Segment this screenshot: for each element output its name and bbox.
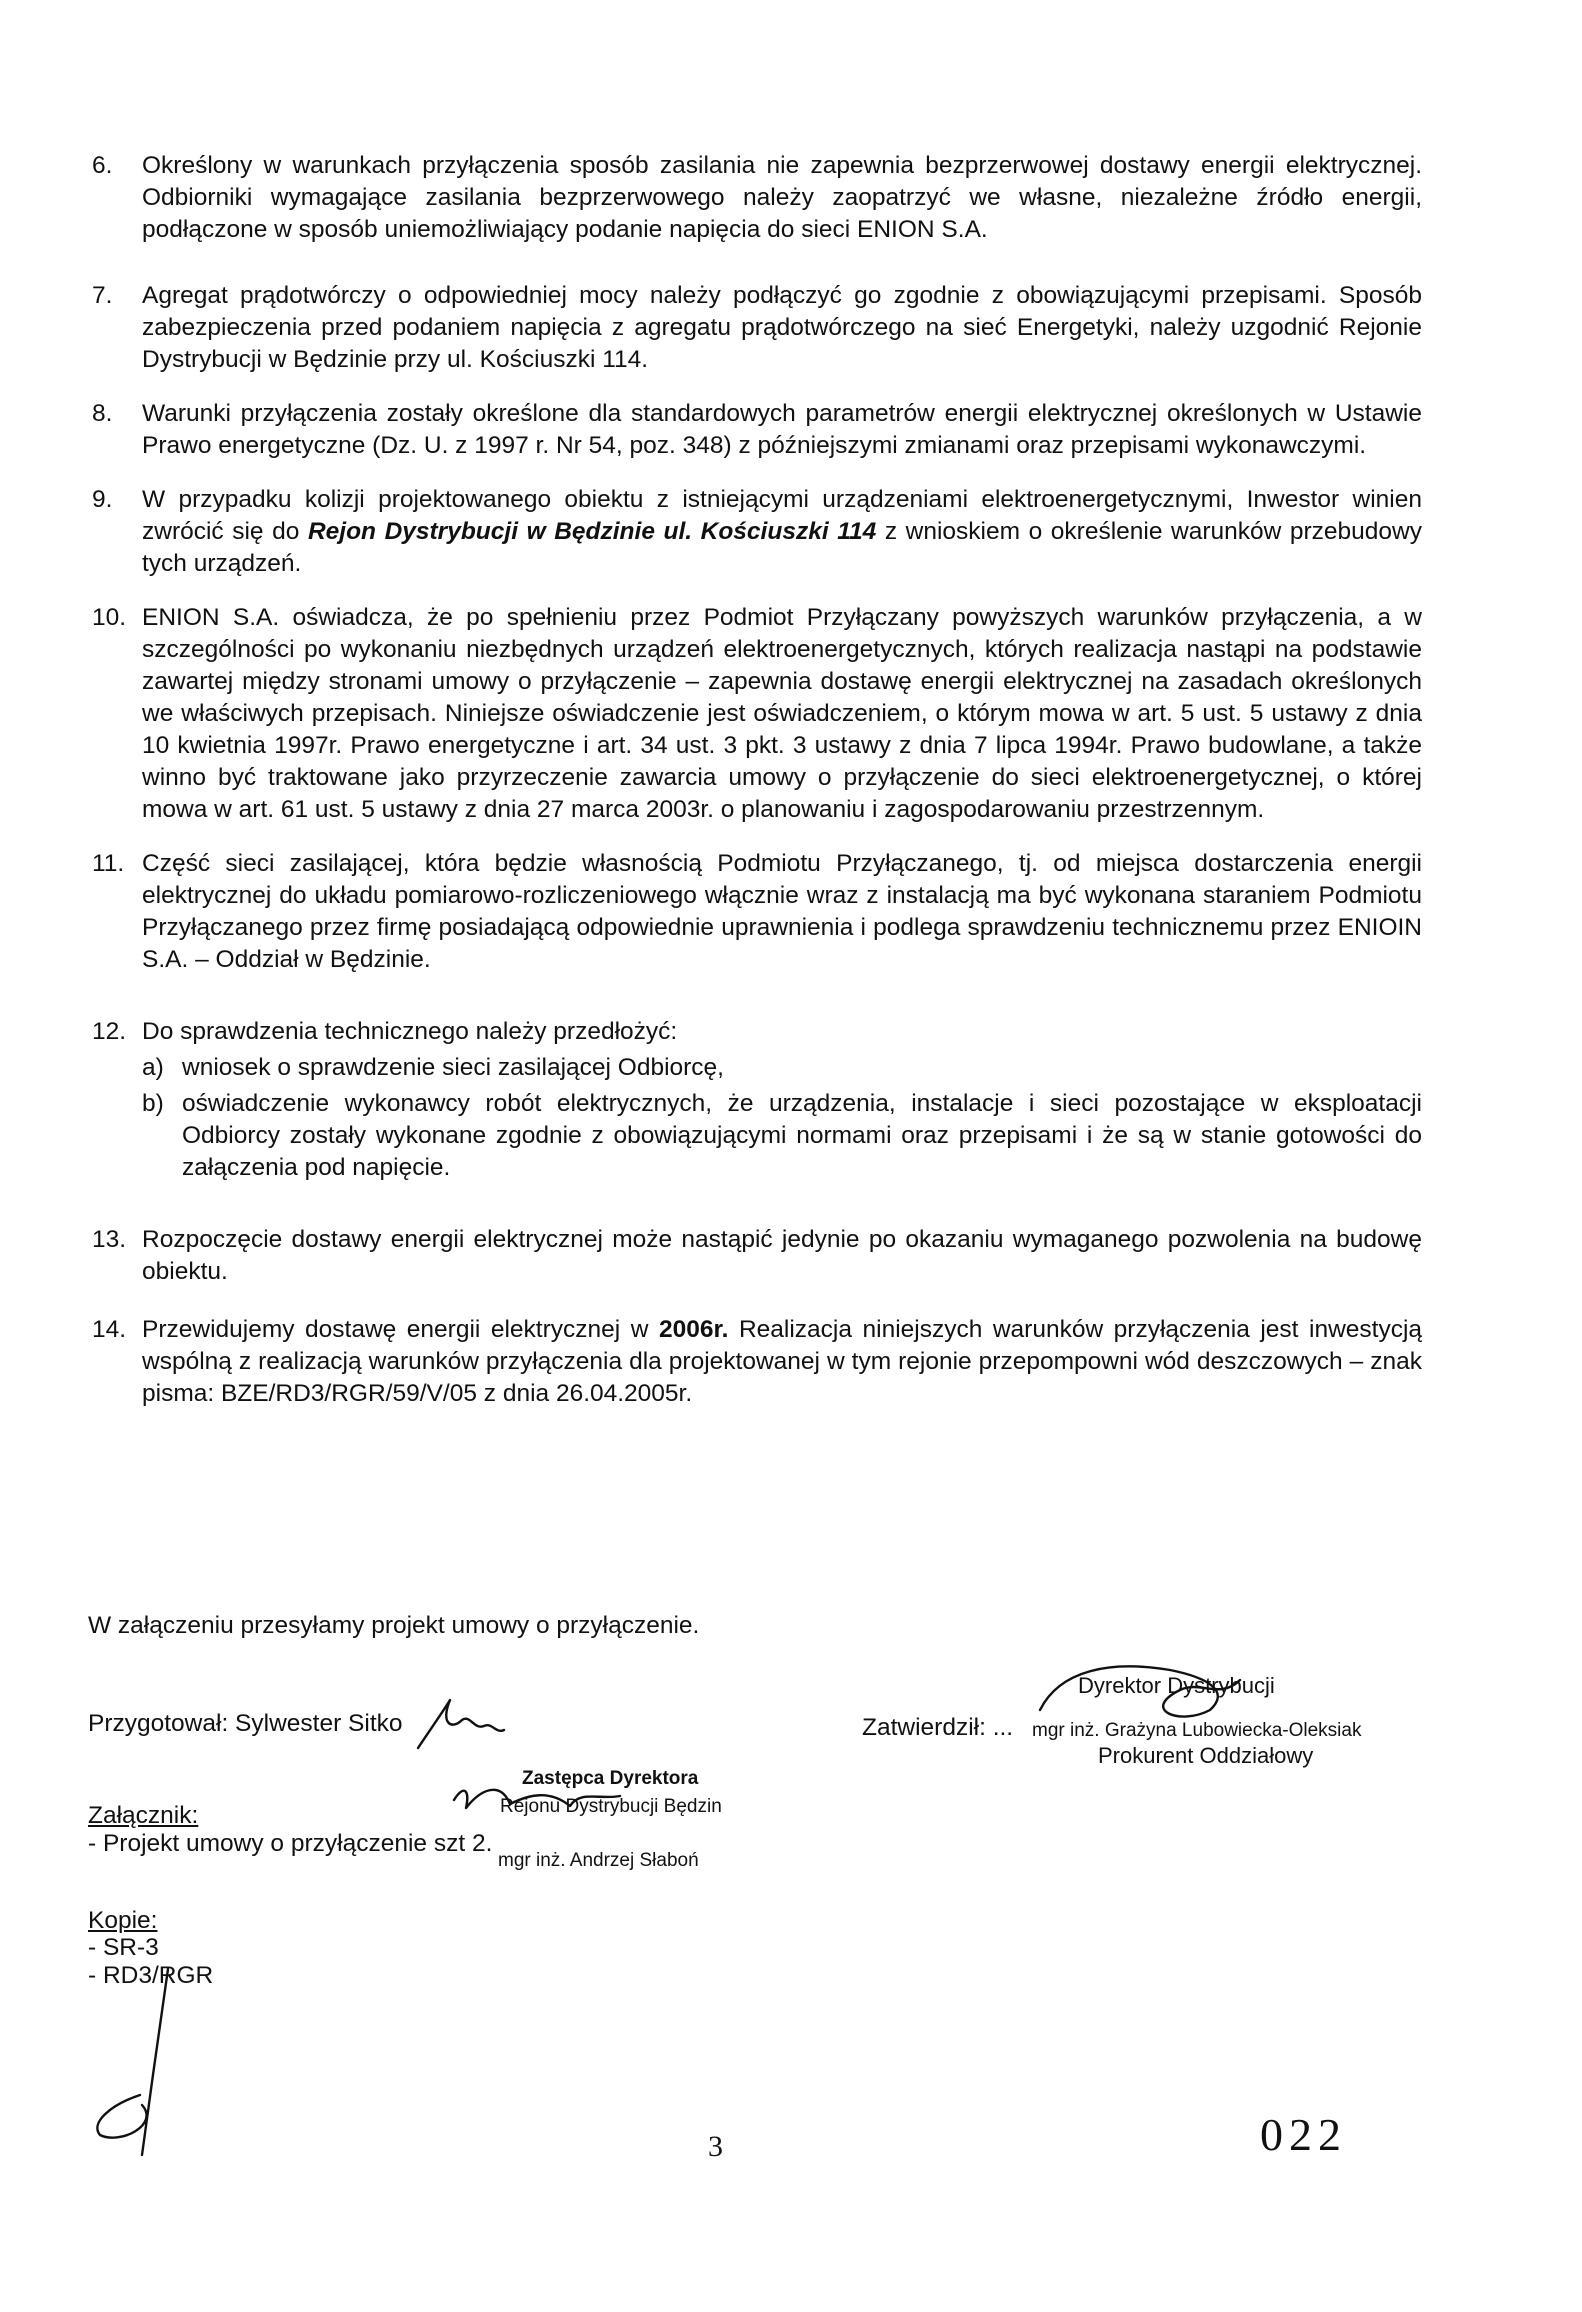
item-number: 13. bbox=[92, 1226, 127, 1253]
list-item bbox=[92, 398, 1422, 462]
prepared-by: Przygotował: Sylwester Sitko bbox=[88, 1710, 403, 1737]
list-item bbox=[92, 602, 1422, 826]
initials-signature bbox=[50, 1955, 220, 2175]
sub-item-text: wniosek o sprawdzenie sieci zasilającej Odbiorcę, bbox=[182, 1054, 724, 1081]
list-item bbox=[92, 848, 1422, 976]
list-item bbox=[92, 1314, 1422, 1410]
sub-item-number: a) bbox=[142, 1054, 164, 1081]
copy-item: - SR-3 bbox=[88, 1934, 159, 1961]
page-number: 3 bbox=[708, 2130, 723, 2163]
preparer-signature bbox=[400, 1690, 510, 1770]
sub-item bbox=[142, 1088, 1422, 1184]
conditions-list bbox=[92, 150, 1422, 1410]
item-number: 14. bbox=[92, 1316, 127, 1343]
item-text: Rozpoczęcie dostawy energii elektrycznej może nastąpić jedynie po okazaniu wymaganego pozwolenia na budowę obiektu. bbox=[142, 1226, 1422, 1285]
sub-item-number: b) bbox=[142, 1090, 164, 1117]
approved-by-label: Zatwierdził: ... bbox=[862, 1714, 1014, 1741]
list-item bbox=[92, 1016, 1422, 1184]
item-text: ENION S.A. oświadcza, że po spełnieniu przez Podmiot Przyłączany powyższych warunków przyłączenia, a w szczególności po wykonaniu niezbędnych urządzeń elektroenergetycznych, których realizacja nastąpi na podstawie zawartej między stronami umowy o przyłączenie – zapewnia dostawę energii elektrycznej na zasadach określonych we właściwych przepisach. Niniejsze oświadczenie jest oświadczeniem, o którym mowa w art. 5 ust. 5 ustawy z dnia 10 kwietnia 1997r. Prawo energetyczne i art. 34 ust. 3 pkt. 3 ustawy z dnia 7 lipca 1994r. Prawo budowlane, a także winno być traktowane jako przyrzeczenie zawarcia umowy o przyłączenie do sieci elektroenergetycznej, o której mowa w art. 61 ust. 5 ustawy z dnia 27 marca 2003r. o planowaniu i zagospodarowaniu przestrzennym. bbox=[142, 604, 1422, 823]
list-item bbox=[92, 1224, 1422, 1288]
list-item bbox=[92, 484, 1422, 580]
attachment-note: W załączeniu przesyłamy projekt umowy o przyłączenie. bbox=[88, 1612, 700, 1639]
deputy-stamp-unit: Rejonu Dystrybucji Będzin bbox=[500, 1796, 722, 1817]
copies-heading: Kopie: bbox=[88, 1907, 158, 1934]
sub-item-text: oświadczenie wykonawcy robót elektrycznych, że urządzenia, instalacje i sieci pozostające w eksploatacji Odbiorcy zostały wykonane zgodnie z obowiązującymi normami oraz przepisami i że są w stanie gotowości do załączenia pod napięcie. bbox=[182, 1090, 1422, 1181]
item-number: 6. bbox=[92, 152, 113, 179]
item-text: Określony w warunkach przyłączenia sposób zasilania nie zapewnia bezprzerwowej dostawy energii elektrycznej. Odbiorniki wymagające zasilania bezprzerwowego należy zaopatrzyć we własne, niezależne źródło energii, podłączone w sposób uniemożliwiający podanie napięcia do sieci ENION S.A. bbox=[142, 152, 1422, 243]
item-text: Przewidujemy dostawę energii elektrycznej w 2006r. Realizacja niniejszych warunków przyłączenia jest inwestycją wspólną z realizacją warunków przyłączenia dla projektowanej w tym rejonie przepompowni wód deszczowych – znak pisma: BZE/RD3/RGR/59/V/05 z dnia 26.04.2005r. bbox=[142, 1316, 1423, 1407]
approver-signature bbox=[1030, 1640, 1310, 1740]
attachments-item: - Projekt umowy o przyłączenie szt 2. bbox=[88, 1830, 493, 1857]
item-text: Warunki przyłączenia zostały określone dla standardowych parametrów energii elektrycznej określonych w Ustawie Prawo energetyczne (Dz. U. z 1997 r. Nr 54, poz. 348) z późniejszymi zmianami oraz przepisami wykonawczymi. bbox=[142, 400, 1422, 459]
highlighted-address: Rejon Dystrybucji w Będzinie ul. Kościuszki 114 bbox=[307, 518, 877, 545]
deputy-signature bbox=[440, 1760, 640, 1850]
item-number: 7. bbox=[92, 282, 113, 309]
document-number: 022 bbox=[1260, 2109, 1347, 2160]
list-item bbox=[92, 150, 1422, 246]
deputy-stamp-title: Zastępca Dyrektora bbox=[522, 1768, 699, 1789]
list-item bbox=[92, 280, 1422, 376]
delivery-year: 2006r. bbox=[658, 1316, 729, 1343]
attachments-heading: Załącznik: bbox=[88, 1802, 199, 1829]
item-text: Część sieci zasilającej, która będzie własnością Podmiotu Przyłączanego, tj. od miejsca dostarczenia energii elektrycznej do układu pomiarowo-rozliczeniowego włącznie wraz z instalacją ma być wykonana staraniem Podmiotu Przyłączanego przez firmę posiadającą odpowiednie uprawnienia i podlega sprawdzeniu technicznemu przez ENIOIN S.A. – Oddział w Będzinie. bbox=[142, 850, 1422, 973]
item-number: 9. bbox=[92, 486, 113, 513]
item-text: Do sprawdzenia technicznego należy przedłożyć: bbox=[142, 1018, 678, 1045]
approver-name: mgr inż. Grażyna Lubowiecka-Oleksiak bbox=[1032, 1720, 1362, 1741]
sub-item bbox=[142, 1052, 1422, 1084]
item-number: 11. bbox=[92, 850, 125, 877]
item-number: 12. bbox=[92, 1018, 127, 1045]
item-number: 10. bbox=[92, 604, 127, 631]
item-number: 8. bbox=[92, 400, 113, 427]
deputy-stamp-name: mgr inż. Andrzej Słaboń bbox=[498, 1850, 699, 1871]
item-text: Agregat prądotwórczy o odpowiedniej mocy należy podłączyć go zgodnie z obowiązującymi przepisami. Sposób zabezpieczenia przed podaniem napięcia z agregatu prądotwórczego na sieć Energetyki, należy uzgodnić Rejonie Dystrybucji w Będzinie przy ul. Kościuszki 114. bbox=[142, 282, 1422, 373]
director-stamp: Dyrektor Dystrybucji bbox=[1078, 1673, 1275, 1698]
item-text: W przypadku kolizji projektowanego obiektu z istniejącymi urządzeniami elektroenergetycznymi, Inwestor winien zwrócić się do Rejon Dystrybucji w Będzinie ul. Kościuszki 114 z wnioskiem o określenie warunków przebudowy tych urządzeń. bbox=[142, 486, 1422, 577]
copy-item: - RD3/RGR bbox=[88, 1962, 214, 1989]
approver-role: Prokurent Oddziałowy bbox=[1098, 1743, 1314, 1768]
